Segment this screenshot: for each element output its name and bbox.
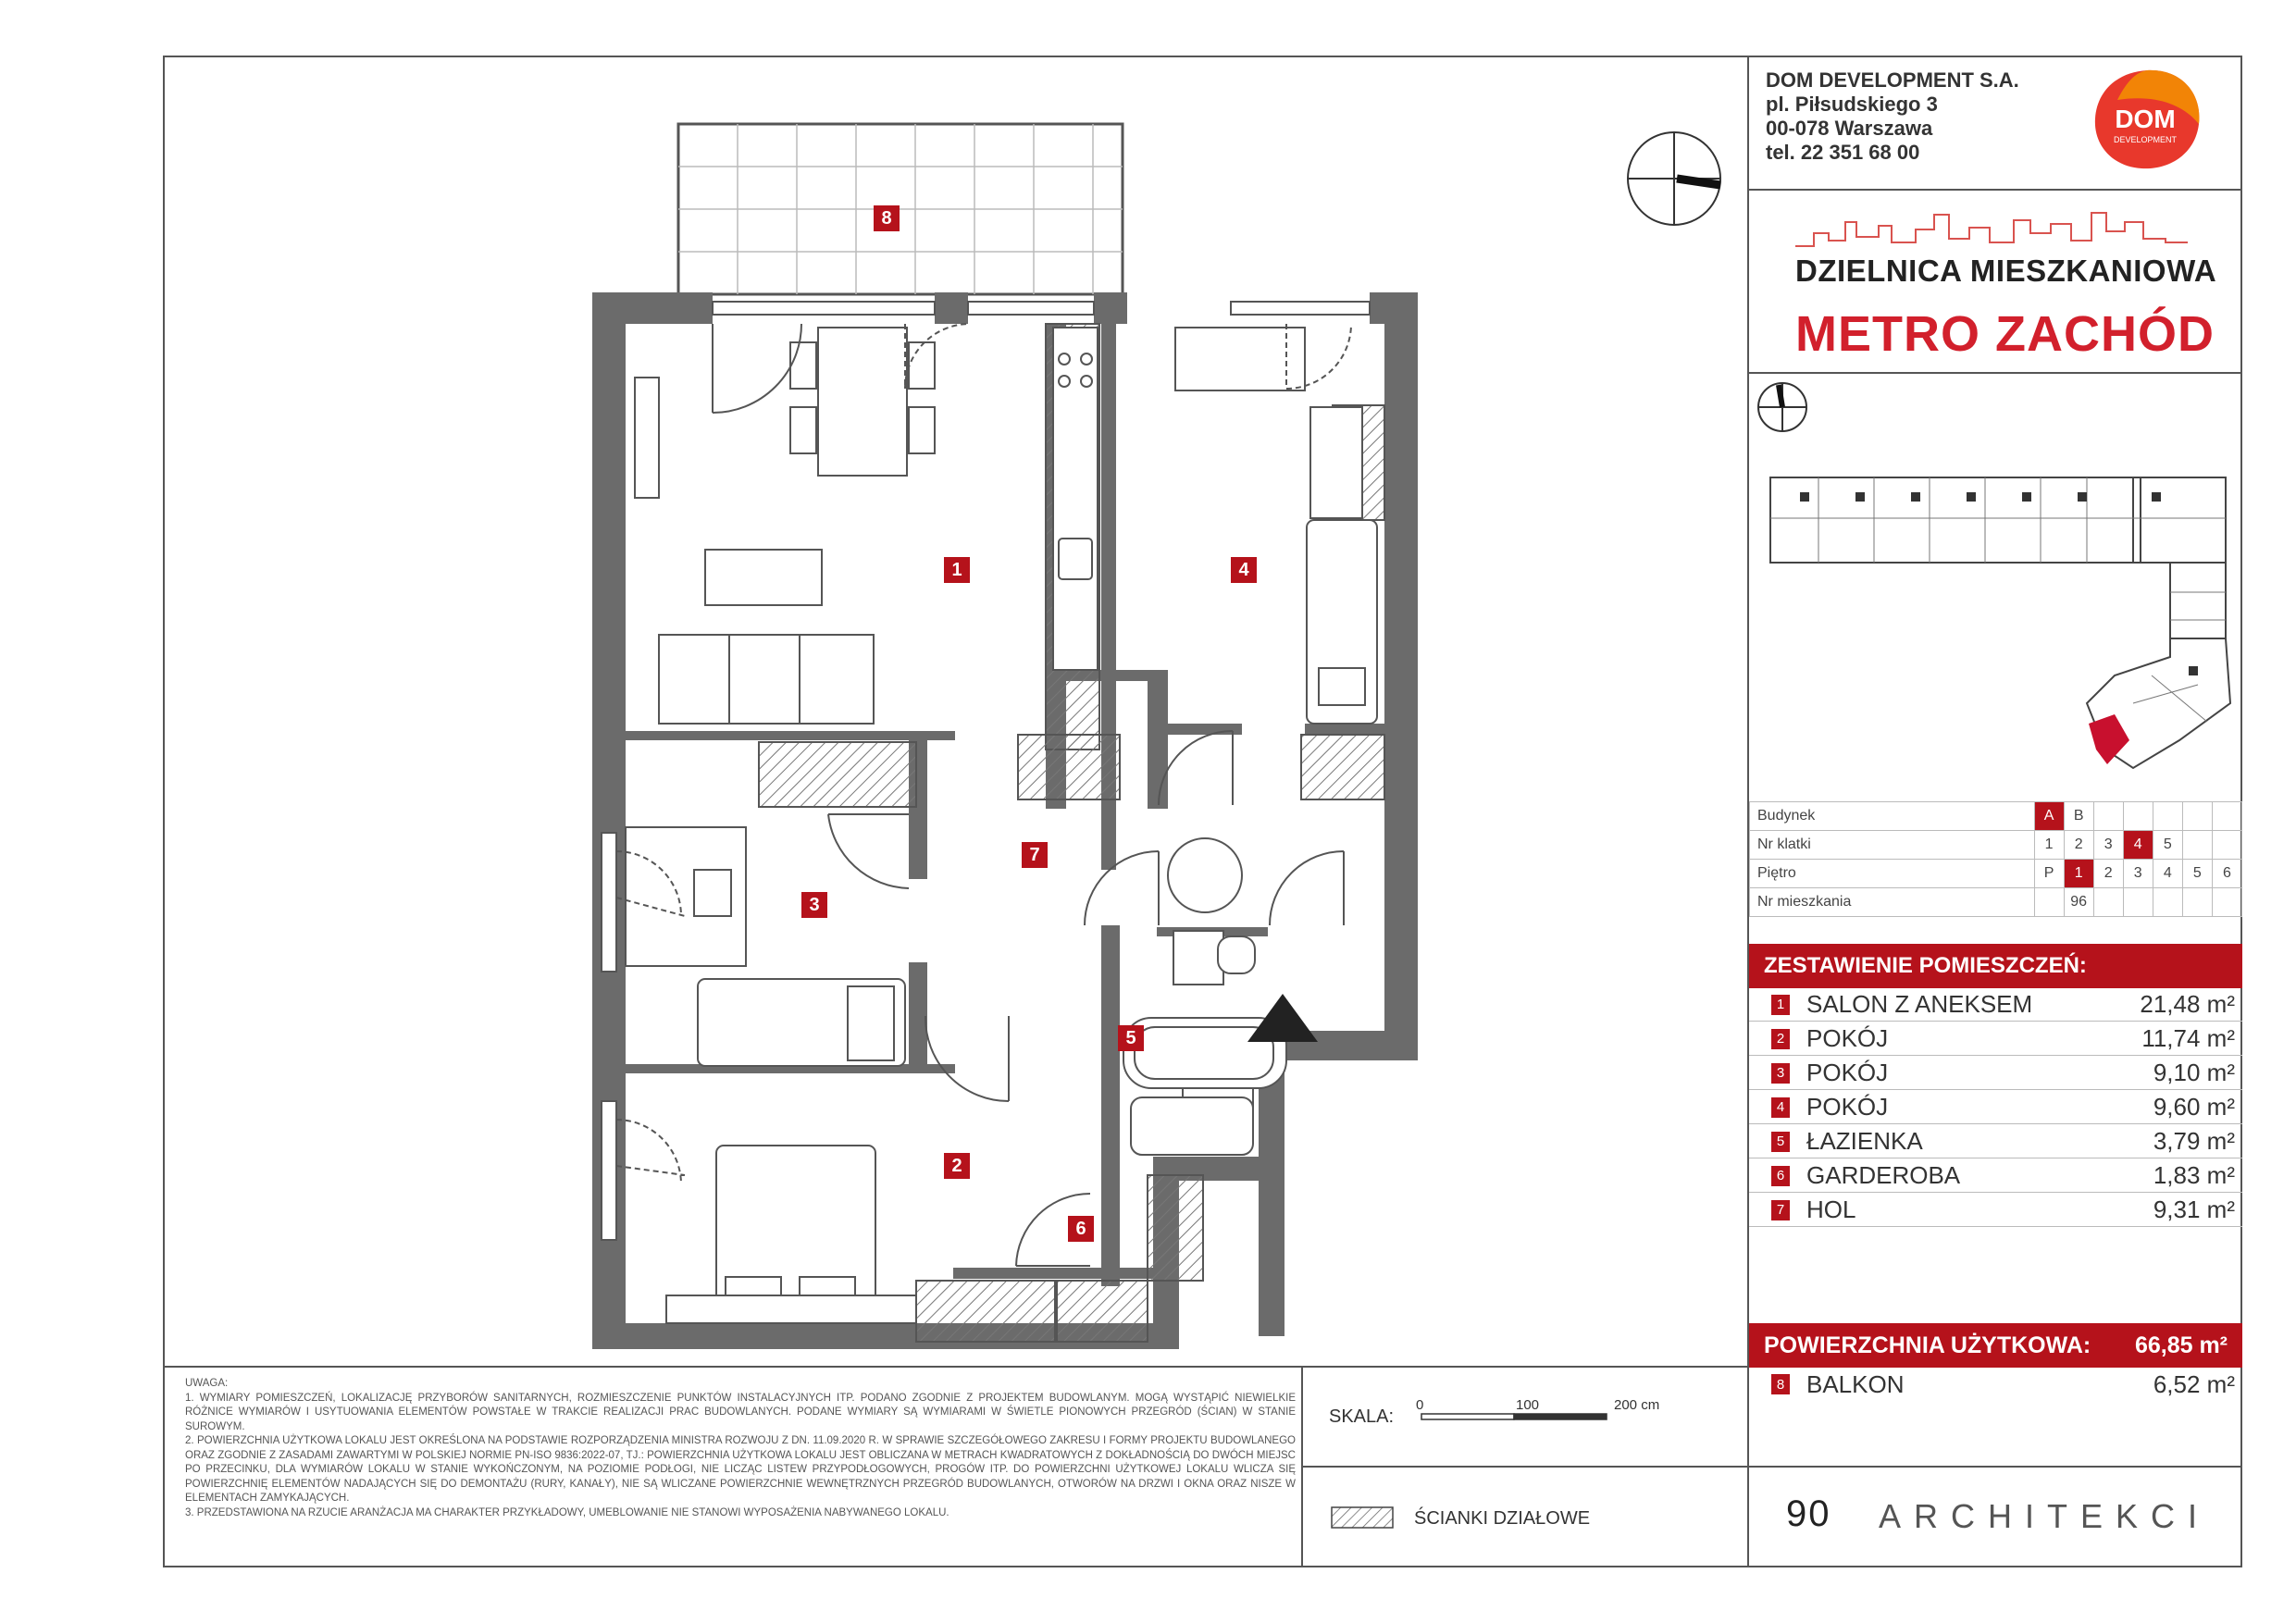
location-cell: 4 — [2123, 831, 2153, 860]
location-row-label: Piętro — [1750, 860, 2035, 888]
room-name: POKÓJ — [1806, 1093, 1889, 1121]
location-cell: P — [2034, 860, 2064, 888]
scale-tick-100: 100 — [1516, 1397, 1540, 1413]
project-line1: DZIELNICA MIESZKANIOWA — [1795, 254, 2217, 288]
location-cell: 96 — [2064, 888, 2093, 917]
room-name: GARDEROBA — [1806, 1161, 1961, 1189]
company-divider — [1747, 189, 2242, 191]
total-area-bar — [1749, 1323, 2242, 1368]
plan-label-5: 5 — [1118, 1025, 1144, 1051]
location-cell — [2212, 888, 2241, 917]
company-address — [1766, 68, 2019, 165]
location-cell: B — [2064, 802, 2093, 831]
total-area-label: POWIERZCHNIA UŻYTKOWA: — [1764, 1332, 2091, 1358]
room-area: 1,83 m² — [2153, 1161, 2235, 1189]
location-cell — [2123, 888, 2153, 917]
room-name: SALON Z ANEKSEM — [1806, 990, 2033, 1018]
note-1: 1. WYMIARY POMIESZCZEŃ, LOKALIZACJĘ PRZYBORÓW SANITARNYCH, ROZMIESZCZENIE PUNKTÓW INSTALACYJNYCH ITP. PODANO ZGODNIE Z PROJEKTEM BUDOWLANYM. MOGĄ WYSTĄPIĆ NIEWIELKIE RÓŻNICE WYMIARÓW I USYTUOWANIA ELEMENTÓW POWSTAŁE W TRAKCIE REALIZACJI PRAC BUDOWLANYCH. PODANE WYMIARY SĄ WYMIARAMI W ŚWIETLE PIONOWYCH PRZEGRÓD (ŚCIAN) W STANIE SUROWYM. — [185, 1392, 1296, 1432]
architect-divider — [1747, 1466, 2242, 1468]
location-cell: 4 — [2153, 860, 2182, 888]
room-name: POKÓJ — [1806, 1024, 1889, 1052]
skyline-graphic — [1795, 205, 2188, 250]
project-divider — [1747, 372, 2242, 374]
notes-title: UWAGA: — [185, 1378, 229, 1389]
project-line2: METRO ZACHÓD — [1795, 306, 2215, 362]
room-row — [1749, 1194, 2242, 1227]
room-row — [1749, 988, 2242, 1022]
company-city: 00-078 Warszawa — [1766, 117, 1933, 140]
location-row-label: Nr klatki — [1750, 831, 2035, 860]
room-row — [1749, 1057, 2242, 1090]
room-number: 4 — [1771, 1097, 1790, 1118]
partition-legend-swatch — [1331, 1506, 1394, 1529]
room-area: 9,60 m² — [2153, 1093, 2235, 1121]
notes-divider — [163, 1366, 1749, 1368]
room-row — [1749, 1022, 2242, 1056]
location-table — [1749, 801, 2242, 917]
compass-main — [1623, 128, 1725, 229]
room-number: 7 — [1771, 1200, 1790, 1220]
room-number: 3 — [1771, 1063, 1790, 1084]
location-cell: 6 — [2212, 860, 2241, 888]
location-cell — [2182, 888, 2212, 917]
architect-number: 90 — [1786, 1493, 1831, 1534]
room-row — [1749, 1091, 2242, 1124]
location-row — [1750, 802, 2242, 831]
rooms-title: ZESTAWIENIE POMIESZCZEŃ: — [1764, 953, 2087, 978]
location-cell — [2123, 802, 2153, 831]
location-cell: 3 — [2123, 860, 2153, 888]
note-2: 2. POWIERZCHNIA UŻYTKOWA LOKALU JEST OKREŚLONA NA PODSTAWIE ROZPORZĄDZENIA MINISTRA ROZWOJU Z DN. 11.09.2020 R. W SPRAWIE SZCZEGÓŁOWEGO ZAKRESU I FORMY PROJEKTU BUDOWLANEGO ORAZ ZGODNIE Z ZASADAMI ZAWARTYMI W POLSKIEJ NORMIE PN-ISO 9836:2022-07, TJ.: POWIERZCHNIA UŻYTKOWA LOKALU JEST OBLICZANA W METRACH KWADRATOWYCH Z DOKŁADNOŚCIĄ DO DWÓCH MIEJSC PO PRZECINKU, DLA WYMIARÓW LOKALU W STANIE WYKOŃCZONYM, NA POZIOMIE PODŁOGI, NIE LICZĄC LISTEW PRZYPODŁOGOWYCH, PROGÓW ITP. DO POWIERZCHNI UŻYTKOWEJ LOKALU WLICZA SIĘ POWIERZCHNIĘ ELEMENTÓW NADAJĄCYCH SIĘ DO DEMONTAŻU (RURY, KANAŁY), NIE SĄ WLICZANE POWIERZCHNIE WEWNĘTRZNYCH PRZEGRÓD BUDOWLANYCH, OTWORÓW NA DRZWI I OKNA ORAZ NISZE W ELEMENTACH ZAMYKAJĄCYCH. — [185, 1435, 1296, 1504]
location-cell — [2093, 802, 2123, 831]
plan-label-7: 7 — [1022, 842, 1048, 868]
plan-label-8: 8 — [874, 205, 900, 231]
architect-name: ARCHITEKCI — [1879, 1497, 2211, 1535]
location-row — [1750, 860, 2242, 888]
location-cell — [2182, 831, 2212, 860]
scale-label: SKALA: — [1329, 1406, 1395, 1427]
scale-legend-divider — [1301, 1466, 1749, 1468]
balcony-row — [1749, 1368, 2242, 1401]
balcony-name: BALKON — [1806, 1369, 1905, 1398]
room-area: 3,79 m² — [2153, 1127, 2235, 1155]
room-number: 5 — [1771, 1132, 1790, 1152]
room-area: 21,48 m² — [2140, 990, 2235, 1018]
floor-plan — [583, 120, 1434, 1360]
logo-text-bottom: DEVELOPMENT — [2113, 135, 2178, 144]
room-number: 6 — [1771, 1166, 1790, 1186]
company-logo — [2090, 67, 2204, 172]
logo-text-top: DOM — [2115, 105, 2176, 133]
balcony-number: 8 — [1771, 1374, 1790, 1394]
building-key-plan — [1763, 472, 2235, 787]
location-cell — [2153, 888, 2182, 917]
company-name: DOM DEVELOPMENT S.A. — [1766, 68, 2019, 92]
room-name: ŁAZIENKA — [1806, 1127, 1923, 1155]
location-row-label: Budynek — [1750, 802, 2035, 831]
location-cell: 5 — [2153, 831, 2182, 860]
location-row-label: Nr mieszkania — [1750, 888, 2035, 917]
location-cell: 2 — [2064, 831, 2093, 860]
company-street: pl. Piłsudskiego 3 — [1766, 93, 1938, 116]
total-area-value: 66,85 m² — [2134, 1332, 2228, 1358]
location-cell — [2182, 802, 2212, 831]
location-cell: 2 — [2093, 860, 2123, 888]
room-name: POKÓJ — [1806, 1059, 1889, 1086]
notes-block — [185, 1377, 1296, 1520]
room-number: 1 — [1771, 995, 1790, 1015]
room-row — [1749, 1159, 2242, 1193]
plan-label-6: 6 — [1068, 1216, 1094, 1242]
location-row — [1750, 888, 2242, 917]
room-number: 2 — [1771, 1029, 1790, 1049]
room-name: HOL — [1806, 1196, 1856, 1223]
location-row — [1750, 831, 2242, 860]
room-area: 9,10 m² — [2153, 1059, 2235, 1086]
note-3: 3. PRZEDSTAWIONA NA RZUCIE ARANŻACJA MA CHARAKTER PRZYKŁADOWY, UMEBLOWANIE NIE STANOWI WYPOSAŻENIA NABYWANEGO LOKALU. — [185, 1506, 949, 1518]
room-area: 9,31 m² — [2153, 1196, 2235, 1223]
plan-label-1: 1 — [944, 557, 970, 583]
location-cell: 1 — [2064, 860, 2093, 888]
plan-label-2: 2 — [944, 1153, 970, 1179]
location-cell — [2212, 802, 2241, 831]
location-cell — [2153, 802, 2182, 831]
location-cell: 1 — [2034, 831, 2064, 860]
room-row — [1749, 1125, 2242, 1158]
location-cell — [2212, 831, 2241, 860]
location-cell — [2093, 888, 2123, 917]
plan-label-3: 3 — [801, 892, 827, 918]
scale-tick-0: 0 — [1416, 1397, 1424, 1413]
location-cell: 3 — [2093, 831, 2123, 860]
balcony-area: 6,52 m² — [2153, 1369, 2235, 1398]
room-area: 11,74 m² — [2141, 1024, 2235, 1052]
scale-tick-200: 200 cm — [1614, 1397, 1660, 1413]
compass-small — [1755, 379, 1810, 435]
location-cell: 5 — [2182, 860, 2212, 888]
company-phone: tel. 22 351 68 00 — [1766, 141, 1920, 164]
location-cell: A — [2034, 802, 2064, 831]
rooms-title-bar — [1749, 944, 2242, 988]
location-cell — [2034, 888, 2064, 917]
partition-legend-label: ŚCIANKI DZIAŁOWE — [1414, 1508, 1591, 1529]
plan-label-4: 4 — [1231, 557, 1257, 583]
